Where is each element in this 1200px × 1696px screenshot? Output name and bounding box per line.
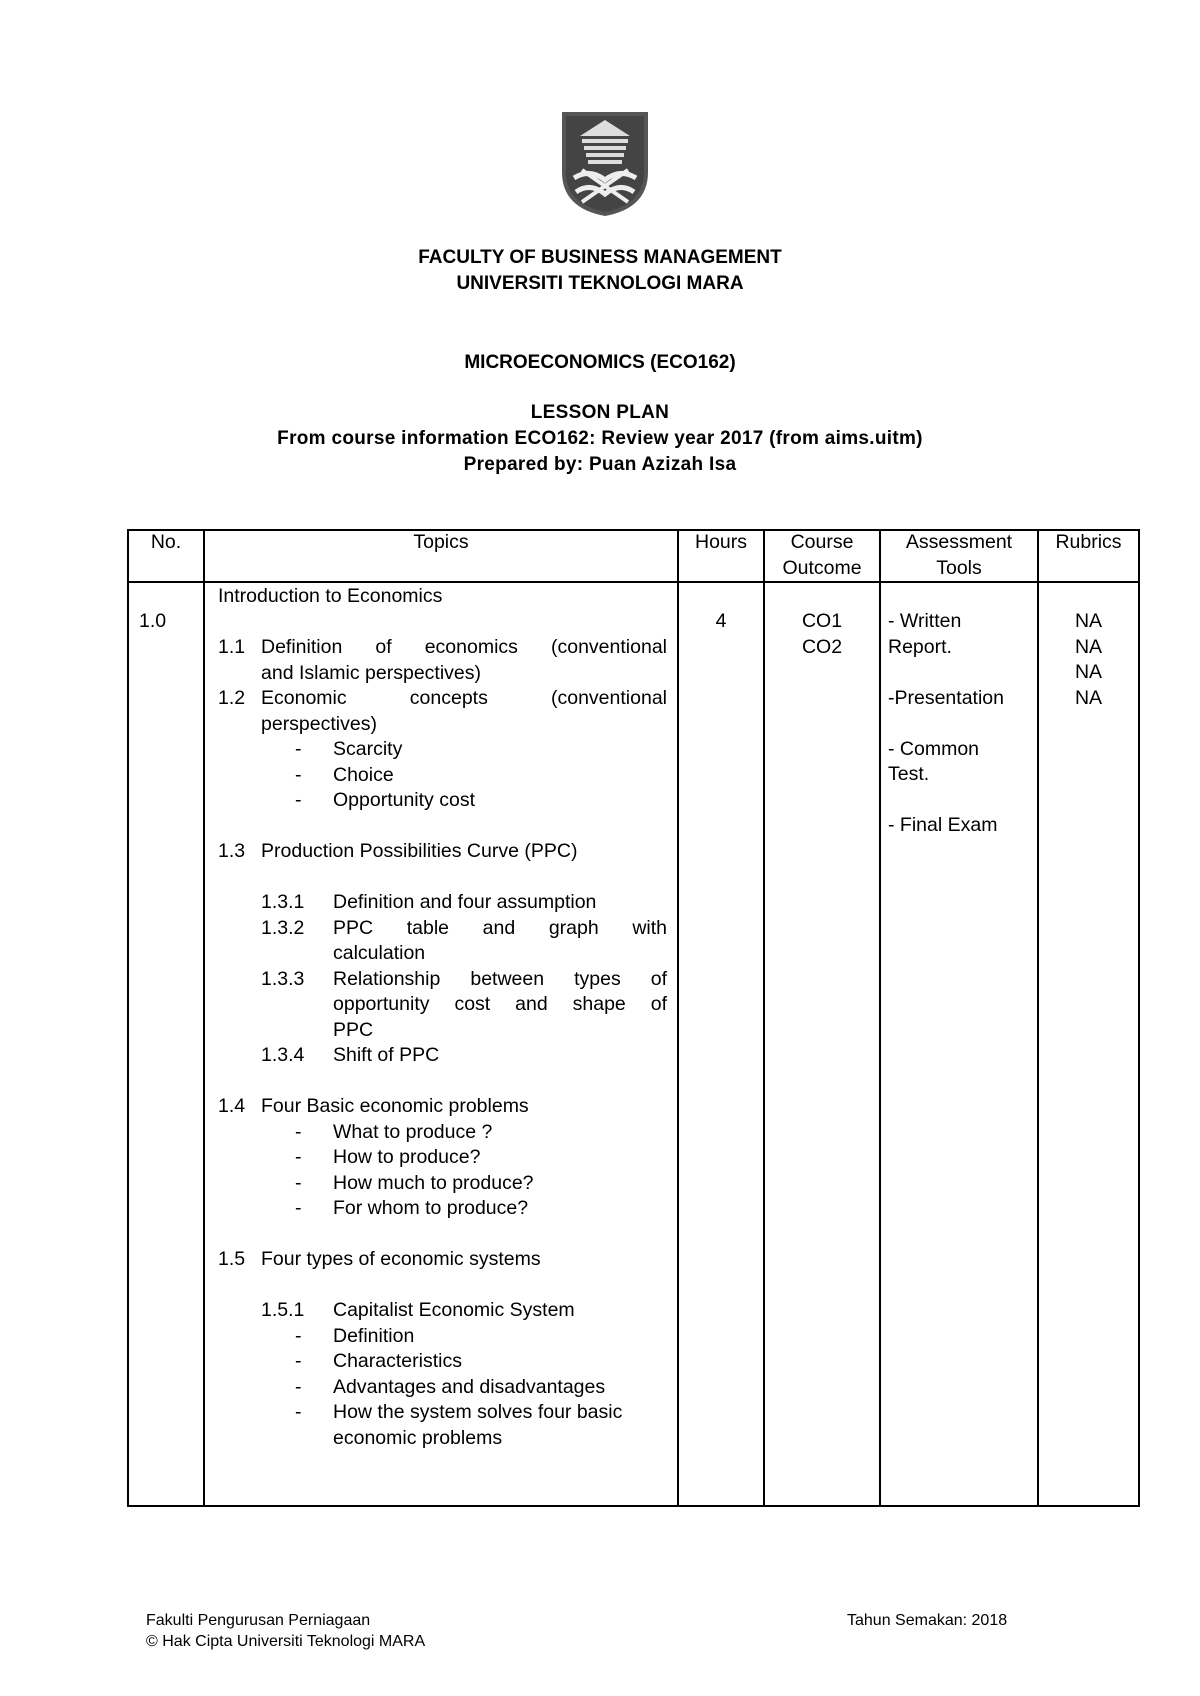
footer-left [146, 1610, 425, 1652]
rubrics-list: NA NA NA NA [1074, 610, 1103, 709]
col-border [879, 529, 881, 1506]
header-block [0, 245, 1200, 297]
assessment-item: Report. [888, 635, 952, 658]
header-row-border [127, 581, 1140, 583]
subsection-text: PPC table and graph with [333, 916, 667, 939]
bullet-dash: - [295, 1375, 302, 1398]
section-text: Definition of economics (conventional [261, 636, 667, 658]
subsection-number: 1.3.1 [261, 891, 305, 913]
assessment-item: - Common [888, 737, 980, 760]
header-course-outcome: Course Outcome [782, 531, 862, 579]
section-text: Four types of economic systems [261, 1248, 541, 1270]
bullet-item: For whom to produce? [333, 1197, 529, 1219]
bullet-dash: - [295, 1401, 302, 1423]
subsection-text: calculation [333, 942, 426, 964]
prepared-by: Prepared by: Puan Azizah Isa [463, 454, 737, 475]
bullet-item: Opportunity cost [333, 789, 475, 811]
header-topics: Topics [413, 531, 469, 553]
subsection-number: 1.5.1 [261, 1299, 305, 1321]
header-assessment-tools: Assessment Tools [905, 531, 1013, 579]
bullet-item: What to produce ? [333, 1120, 493, 1143]
section-text: Economic concepts (conventional [261, 687, 667, 709]
bullet-dash: - [295, 1197, 302, 1219]
header-rubrics: Rubrics [1055, 531, 1122, 553]
bullet-item: Scarcity [333, 738, 403, 760]
bullet-item: How much to produce? [333, 1171, 534, 1194]
bullet-item: How the system solves four basic [333, 1401, 623, 1423]
section-text: perspectives) [261, 712, 377, 735]
row-number: 1.0 [139, 610, 167, 632]
assessment-item: Test. [888, 763, 930, 785]
bullet-dash: - [295, 1350, 302, 1372]
course-title: MICROECONOMICS (ECO162) [464, 352, 736, 373]
col-border [677, 529, 679, 1506]
bullet-item: economic problems [333, 1426, 503, 1449]
university-name: UNIVERSITI TEKNOLOGI MARA [456, 273, 744, 294]
lesson-plan-title: LESSON PLAN [530, 402, 670, 423]
assessment-item: - Written [888, 610, 962, 632]
bullet-item: Choice [333, 763, 394, 786]
bullet-dash: - [295, 1171, 302, 1194]
footer-copyright: © Hak Cipta Universiti Teknologi MARA [146, 1633, 426, 1650]
faculty-name: FACULTY OF BUSINESS MANAGEMENT [418, 247, 782, 268]
footer-faculty: Fakulti Pengurusan Perniagaan [146, 1612, 371, 1629]
section-text: Production Possibilities Curve (PPC) [261, 840, 578, 862]
section-number: 1.5 [218, 1248, 246, 1270]
source-line: From course information ECO162: Review year 2017 (from aims.uitm) [277, 428, 923, 449]
header-no: No. [150, 531, 182, 553]
bullet-dash: - [295, 789, 302, 811]
subsection-text: Definition and four assumption [333, 891, 597, 913]
subsection-number: 1.3.4 [261, 1044, 305, 1066]
bullet-dash: - [295, 738, 302, 760]
bullet-item: How to produce? [333, 1146, 481, 1168]
section-text: and Islamic perspectives) [261, 661, 482, 684]
subsection-text: PPC [333, 1018, 374, 1041]
bullet-item: Definition [333, 1324, 415, 1347]
bullet-item: Characteristics [333, 1350, 462, 1372]
row-outcomes: CO1 CO2 [801, 610, 843, 658]
col-border [203, 529, 205, 1506]
topic-title: Introduction to Economics [218, 585, 443, 607]
col-border [763, 529, 765, 1506]
row-hours: 4 [715, 610, 727, 632]
subsection-text: Capitalist Economic System [333, 1299, 575, 1321]
assessment-item: - Final Exam [888, 814, 998, 836]
subsection-number: 1.3.3 [261, 967, 305, 990]
section-number: 1.1 [218, 636, 246, 658]
subsection-text: Relationship between types of [333, 967, 667, 990]
bullet-dash: - [295, 763, 302, 786]
col-border [127, 529, 129, 1506]
header-hours: Hours [694, 531, 748, 553]
section-number: 1.2 [218, 687, 246, 709]
bullet-item: Advantages and disadvantages [333, 1375, 606, 1398]
assessment-item: -Presentation [888, 686, 1004, 709]
section-text: Four Basic economic problems [261, 1095, 529, 1117]
uitm-logo [560, 110, 650, 218]
subsection-number: 1.3.2 [261, 916, 305, 939]
doc-title-block [0, 400, 1200, 478]
footer-revision-year: Tahun Semakan: 2018 [847, 1612, 1008, 1629]
bullet-dash: - [295, 1146, 302, 1168]
bullet-dash: - [295, 1324, 302, 1347]
assessment-list [888, 609, 1004, 839]
bullet-dash: - [295, 1120, 302, 1143]
section-number: 1.4 [218, 1095, 246, 1117]
subsection-text: Shift of PPC [333, 1044, 440, 1066]
section-number: 1.3 [218, 840, 246, 862]
subsection-text: opportunity cost and shape of [333, 993, 667, 1015]
table-bottom-border [127, 1505, 1140, 1507]
